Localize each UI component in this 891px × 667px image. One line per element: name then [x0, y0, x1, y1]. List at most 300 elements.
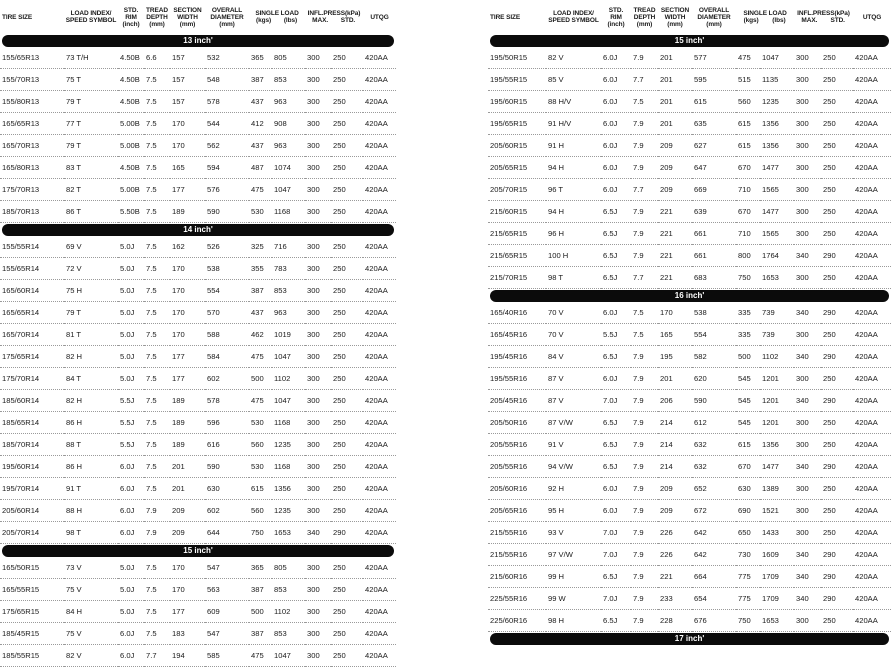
cell-std-rim: 6.5J	[601, 346, 631, 368]
cell-load-index: 82 V	[546, 47, 601, 69]
table-header	[0, 0, 396, 34]
cell-std-rim: 6.0J	[601, 302, 631, 324]
table-row	[0, 623, 396, 645]
cell-load-index: 95 H	[546, 500, 601, 522]
table-row	[488, 522, 891, 544]
cell-press-max: 300	[794, 47, 821, 69]
cell-load-lbs: 1653	[760, 610, 794, 632]
cell-press-max: 300	[305, 91, 331, 113]
table-row	[488, 610, 891, 632]
header-section-width: SECTION WIDTH (mm)	[173, 6, 202, 28]
cell-load-lbs: 1047	[272, 346, 305, 368]
cell-tire-size: 165/50R15	[0, 557, 64, 579]
cell-utqg: 420AA	[363, 368, 396, 390]
cell-utqg: 420AA	[363, 601, 396, 623]
cell-press-std: 250	[331, 346, 363, 368]
cell-load-index: 82 H	[64, 390, 118, 412]
cell-overall-diameter: 585	[205, 645, 249, 667]
table-row	[0, 201, 396, 223]
cell-press-std: 250	[821, 47, 853, 69]
cell-load-kgs: 545	[736, 390, 760, 412]
cell-load-kgs: 387	[249, 623, 272, 645]
cell-overall-diameter: 577	[692, 47, 736, 69]
table-row	[0, 135, 396, 157]
cell-section-width: 170	[170, 302, 205, 324]
cell-press-max: 300	[305, 456, 331, 478]
cell-load-kgs: 487	[249, 157, 272, 179]
cell-load-lbs: 1477	[760, 456, 794, 478]
cell-tire-size: 225/60R16	[488, 610, 546, 632]
cell-load-index: 84 V	[546, 346, 601, 368]
cell-press-std: 250	[331, 368, 363, 390]
cell-load-lbs: 853	[272, 579, 305, 601]
cell-utqg: 420AA	[853, 368, 891, 390]
cell-std-rim: 6.5J	[601, 223, 631, 245]
table-row	[0, 412, 396, 434]
cell-overall-diameter: 672	[692, 500, 736, 522]
tire-spec-table-left	[0, 0, 396, 667]
cell-overall-diameter: 554	[692, 324, 736, 346]
cell-std-rim: 4.50B	[118, 69, 144, 91]
cell-load-index: 82 H	[64, 346, 118, 368]
cell-load-lbs: 1135	[760, 69, 794, 91]
cell-load-kgs: 475	[249, 179, 272, 201]
cell-std-rim: 5.0J	[118, 302, 144, 324]
cell-press-std: 250	[331, 412, 363, 434]
cell-press-max: 300	[794, 201, 821, 223]
table-row	[488, 135, 891, 157]
cell-std-rim: 6.0J	[118, 456, 144, 478]
cell-overall-diameter: 615	[692, 91, 736, 113]
cell-tire-size: 155/55R14	[0, 236, 64, 258]
cell-press-std: 250	[821, 69, 853, 91]
cell-tire-size: 155/65R14	[0, 258, 64, 280]
cell-press-max: 300	[305, 645, 331, 667]
cell-section-width: 233	[658, 588, 692, 610]
table-row	[488, 91, 891, 113]
cell-utqg: 420AA	[853, 135, 891, 157]
cell-overall-diameter: 661	[692, 223, 736, 245]
cell-tire-size: 155/65R13	[0, 47, 64, 69]
cell-std-rim: 7.0J	[601, 390, 631, 412]
cell-press-std: 250	[331, 390, 363, 412]
cell-std-rim: 6.0J	[601, 113, 631, 135]
header-utqg: UTQG	[370, 13, 389, 21]
cell-load-kgs: 650	[736, 522, 760, 544]
cell-press-max: 300	[305, 557, 331, 579]
cell-section-width: 170	[170, 135, 205, 157]
cell-load-index: 98 T	[546, 267, 601, 289]
cell-tire-size: 185/60R14	[0, 390, 64, 412]
cell-load-kgs: 615	[249, 478, 272, 500]
cell-load-kgs: 670	[736, 456, 760, 478]
cell-utqg: 420AA	[853, 346, 891, 368]
cell-tire-size: 175/70R14	[0, 368, 64, 390]
cell-overall-diameter: 683	[692, 267, 736, 289]
cell-load-lbs: 963	[272, 302, 305, 324]
cell-load-lbs: 1074	[272, 157, 305, 179]
cell-tread-depth: 7.9	[631, 412, 658, 434]
cell-load-index: 92 H	[546, 478, 601, 500]
cell-section-width: 209	[658, 478, 692, 500]
cell-utqg: 420AA	[363, 478, 396, 500]
cell-overall-diameter: 590	[205, 201, 249, 223]
header-tread-depth: TREAD DEPTH (mm)	[633, 6, 656, 28]
cell-load-index: 88 H	[64, 500, 118, 522]
cell-tire-size: 165/60R14	[0, 280, 64, 302]
cell-std-rim: 5.5J	[601, 324, 631, 346]
cell-utqg: 420AA	[853, 412, 891, 434]
cell-press-max: 300	[305, 601, 331, 623]
cell-std-rim: 6.5J	[601, 245, 631, 267]
cell-load-kgs: 355	[249, 258, 272, 280]
cell-tread-depth: 7.5	[144, 135, 170, 157]
cell-section-width: 194	[170, 645, 205, 667]
cell-load-lbs: 963	[272, 135, 305, 157]
cell-press-max: 300	[794, 135, 821, 157]
cell-load-lbs: 1102	[272, 368, 305, 390]
cell-utqg: 420AA	[853, 201, 891, 223]
cell-tread-depth: 7.9	[631, 201, 658, 223]
cell-overall-diameter: 590	[205, 456, 249, 478]
cell-utqg: 420AA	[363, 113, 396, 135]
cell-load-index: 88 H/V	[546, 91, 601, 113]
cell-section-width: 170	[658, 302, 692, 324]
table-row	[488, 302, 891, 324]
cell-tread-depth: 7.7	[144, 645, 170, 667]
cell-tread-depth: 7.5	[144, 302, 170, 324]
cell-load-kgs: 335	[736, 302, 760, 324]
cell-section-width: 221	[658, 267, 692, 289]
cell-load-lbs: 1102	[272, 601, 305, 623]
cell-load-lbs: 805	[272, 47, 305, 69]
cell-tire-size: 205/45R16	[488, 390, 546, 412]
cell-press-max: 300	[794, 113, 821, 135]
cell-utqg: 420AA	[363, 135, 396, 157]
cell-press-max: 300	[305, 579, 331, 601]
cell-load-lbs: 1201	[760, 412, 794, 434]
cell-press-std: 250	[331, 601, 363, 623]
cell-overall-diameter: 647	[692, 157, 736, 179]
cell-overall-diameter: 588	[205, 324, 249, 346]
header-load-index: LOAD INDEX/ SPEED SYMBOL	[65, 10, 117, 24]
header-single-load: SINGLE LOAD (kgs) (lbs)	[255, 10, 299, 24]
cell-section-width: 201	[658, 113, 692, 135]
cell-tread-depth: 7.5	[144, 201, 170, 223]
cell-std-rim: 6.0J	[118, 623, 144, 645]
cell-section-width: 177	[170, 179, 205, 201]
cell-press-std: 250	[331, 179, 363, 201]
cell-utqg: 420AA	[363, 645, 396, 667]
cell-press-max: 300	[305, 201, 331, 223]
cell-tire-size: 165/70R13	[0, 135, 64, 157]
cell-load-kgs: 615	[736, 113, 760, 135]
cell-press-max: 300	[305, 623, 331, 645]
cell-std-rim: 6.5J	[601, 456, 631, 478]
table-row	[0, 557, 396, 579]
cell-load-lbs: 853	[272, 623, 305, 645]
header-overall-diameter: OVERALL DIAMETER (mm)	[210, 6, 244, 28]
cell-std-rim: 6.0J	[118, 522, 144, 544]
cell-utqg: 420AA	[853, 456, 891, 478]
cell-tread-depth: 7.5	[144, 346, 170, 368]
cell-tread-depth: 7.5	[631, 91, 658, 113]
table-row	[0, 113, 396, 135]
cell-press-std: 290	[821, 544, 853, 566]
table-row	[0, 47, 396, 69]
cell-utqg: 420AA	[363, 557, 396, 579]
cell-load-kgs: 530	[249, 201, 272, 223]
cell-press-max: 300	[794, 500, 821, 522]
cell-tire-size: 185/55R15	[0, 645, 64, 667]
cell-press-std: 290	[821, 588, 853, 610]
cell-utqg: 420AA	[363, 434, 396, 456]
cell-tread-depth: 7.7	[631, 69, 658, 91]
cell-overall-diameter: 664	[692, 566, 736, 588]
cell-press-std: 250	[821, 610, 853, 632]
section-header-row	[488, 289, 891, 303]
cell-overall-diameter: 584	[205, 346, 249, 368]
cell-tire-size: 205/65R16	[488, 500, 546, 522]
cell-section-width: 170	[170, 113, 205, 135]
cell-section-width: 228	[658, 610, 692, 632]
table-row	[0, 434, 396, 456]
cell-load-index: 86 H	[64, 456, 118, 478]
cell-load-kgs: 365	[249, 47, 272, 69]
table-row	[488, 346, 891, 368]
header-std-rim: STD. RIM (inch)	[607, 6, 625, 28]
cell-tread-depth: 7.9	[631, 135, 658, 157]
cell-press-std: 250	[821, 324, 853, 346]
header-single-load: SINGLE LOAD (kgs) (lbs)	[743, 10, 787, 24]
section-title: 15 inch'	[2, 545, 394, 557]
cell-load-kgs: 670	[736, 201, 760, 223]
cell-press-std: 250	[821, 113, 853, 135]
cell-overall-diameter: 596	[205, 412, 249, 434]
cell-load-index: 73 T/H	[64, 47, 118, 69]
cell-std-rim: 6.5J	[601, 566, 631, 588]
cell-tire-size: 225/55R16	[488, 588, 546, 610]
table-row	[488, 500, 891, 522]
cell-overall-diameter: 563	[205, 579, 249, 601]
cell-std-rim: 6.0J	[601, 179, 631, 201]
cell-tire-size: 215/60R15	[488, 201, 546, 223]
cell-overall-diameter: 676	[692, 610, 736, 632]
cell-load-index: 81 T	[64, 324, 118, 346]
cell-tread-depth: 7.9	[631, 390, 658, 412]
section-header-row	[0, 34, 396, 47]
cell-section-width: 201	[658, 368, 692, 390]
cell-load-lbs: 1168	[272, 201, 305, 223]
cell-tread-depth: 7.5	[144, 623, 170, 645]
cell-press-std: 290	[821, 390, 853, 412]
cell-tread-depth: 7.9	[631, 223, 658, 245]
cell-overall-diameter: 562	[205, 135, 249, 157]
cell-load-index: 94 H	[546, 201, 601, 223]
cell-tread-depth: 7.9	[631, 522, 658, 544]
cell-std-rim: 5.0J	[118, 557, 144, 579]
cell-press-max: 300	[305, 179, 331, 201]
cell-std-rim: 5.0J	[118, 368, 144, 390]
cell-section-width: 162	[170, 236, 205, 258]
header-tire-size: TIRE SIZE	[490, 13, 521, 21]
cell-press-max: 340	[794, 566, 821, 588]
cell-press-std: 290	[821, 346, 853, 368]
cell-load-index: 86 T	[64, 201, 118, 223]
cell-tire-size: 215/65R15	[488, 245, 546, 267]
cell-overall-diameter: 578	[205, 390, 249, 412]
cell-load-kgs: 690	[736, 500, 760, 522]
cell-press-std: 250	[331, 456, 363, 478]
cell-tread-depth: 7.9	[144, 522, 170, 544]
cell-tread-depth: 7.5	[144, 258, 170, 280]
cell-tread-depth: 6.6	[144, 47, 170, 69]
cell-tread-depth: 7.9	[631, 478, 658, 500]
cell-section-width: 183	[170, 623, 205, 645]
cell-load-index: 88 T	[64, 434, 118, 456]
cell-overall-diameter: 632	[692, 434, 736, 456]
cell-tire-size: 165/55R15	[0, 579, 64, 601]
cell-load-index: 85 V	[546, 69, 601, 91]
cell-load-kgs: 437	[249, 91, 272, 113]
cell-utqg: 420AA	[853, 544, 891, 566]
table-row	[488, 566, 891, 588]
cell-press-max: 300	[794, 157, 821, 179]
cell-tire-size: 165/70R14	[0, 324, 64, 346]
cell-load-kgs: 437	[249, 302, 272, 324]
cell-load-kgs: 365	[249, 557, 272, 579]
cell-press-max: 340	[794, 390, 821, 412]
table-row	[0, 346, 396, 368]
cell-press-max: 340	[794, 456, 821, 478]
cell-utqg: 420AA	[363, 69, 396, 91]
cell-section-width: 157	[170, 47, 205, 69]
cell-press-std: 250	[331, 91, 363, 113]
cell-tread-depth: 7.5	[144, 478, 170, 500]
cell-tire-size: 185/45R15	[0, 623, 64, 645]
cell-section-width: 209	[658, 179, 692, 201]
cell-load-lbs: 1102	[760, 346, 794, 368]
cell-std-rim: 5.00B	[118, 179, 144, 201]
cell-press-std: 250	[331, 135, 363, 157]
cell-press-std: 250	[331, 623, 363, 645]
cell-press-max: 300	[794, 267, 821, 289]
cell-section-width: 165	[658, 324, 692, 346]
cell-utqg: 420AA	[853, 157, 891, 179]
section-header-cell	[488, 632, 891, 646]
table-row	[0, 179, 396, 201]
section-header-cell	[488, 289, 891, 303]
cell-utqg: 420AA	[363, 522, 396, 544]
cell-load-kgs: 500	[736, 346, 760, 368]
cell-tread-depth: 7.5	[144, 91, 170, 113]
cell-overall-diameter: 590	[692, 390, 736, 412]
cell-load-lbs: 1047	[272, 390, 305, 412]
header-section-width: SECTION WIDTH (mm)	[660, 6, 690, 28]
cell-tire-size: 205/50R16	[488, 412, 546, 434]
cell-tread-depth: 7.9	[631, 434, 658, 456]
cell-load-kgs: 387	[249, 579, 272, 601]
cell-tire-size: 215/70R15	[488, 267, 546, 289]
cell-std-rim: 6.5J	[601, 434, 631, 456]
cell-load-kgs: 750	[736, 267, 760, 289]
cell-utqg: 420AA	[853, 500, 891, 522]
cell-utqg: 420AA	[853, 434, 891, 456]
cell-load-lbs: 853	[272, 280, 305, 302]
cell-press-max: 300	[305, 157, 331, 179]
cell-tire-size: 205/60R15	[488, 135, 546, 157]
cell-load-index: 87 V/W	[546, 412, 601, 434]
header-tire-size: TIRE SIZE	[2, 13, 33, 21]
cell-section-width: 177	[170, 601, 205, 623]
cell-press-std: 250	[331, 579, 363, 601]
table-row	[488, 267, 891, 289]
cell-utqg: 420AA	[853, 478, 891, 500]
cell-overall-diameter: 532	[205, 47, 249, 69]
cell-load-kgs: 615	[736, 434, 760, 456]
cell-section-width: 209	[658, 157, 692, 179]
cell-section-width: 177	[170, 346, 205, 368]
cell-press-std: 250	[821, 179, 853, 201]
cell-tread-depth: 7.5	[144, 456, 170, 478]
cell-load-lbs: 1201	[760, 368, 794, 390]
cell-tread-depth: 7.9	[631, 610, 658, 632]
cell-overall-diameter: 554	[205, 280, 249, 302]
cell-load-kgs: 325	[249, 236, 272, 258]
cell-load-index: 79 T	[64, 91, 118, 113]
cell-press-std: 250	[821, 201, 853, 223]
cell-section-width: 157	[170, 69, 205, 91]
cell-section-width: 201	[658, 47, 692, 69]
cell-load-index: 87 V	[546, 368, 601, 390]
cell-load-index: 75 T	[64, 69, 118, 91]
cell-tread-depth: 7.5	[144, 579, 170, 601]
header-overall-diameter: OVERALL DIAMETER (mm)	[697, 6, 731, 28]
cell-std-rim: 6.5J	[601, 201, 631, 223]
cell-load-lbs: 853	[272, 69, 305, 91]
cell-section-width: 206	[658, 390, 692, 412]
cell-overall-diameter: 594	[205, 157, 249, 179]
cell-press-std: 250	[331, 258, 363, 280]
cell-section-width: 201	[170, 456, 205, 478]
cell-std-rim: 6.0J	[601, 135, 631, 157]
cell-tire-size: 185/70R13	[0, 201, 64, 223]
cell-tire-size: 155/70R13	[0, 69, 64, 91]
cell-load-index: 70 V	[546, 302, 601, 324]
table-row	[0, 522, 396, 544]
header-infl-press: INFL.PRESS(kPa) MAX. STD.	[797, 10, 850, 24]
cell-press-max: 300	[794, 91, 821, 113]
cell-tire-size: 215/55R16	[488, 544, 546, 566]
table-row	[0, 236, 396, 258]
cell-press-std: 250	[331, 478, 363, 500]
table-row	[488, 478, 891, 500]
cell-overall-diameter: 526	[205, 236, 249, 258]
cell-load-kgs: 530	[249, 412, 272, 434]
cell-section-width: 209	[658, 135, 692, 157]
cell-press-max: 300	[794, 522, 821, 544]
cell-overall-diameter: 595	[692, 69, 736, 91]
table-row	[0, 302, 396, 324]
cell-std-rim: 6.0J	[601, 69, 631, 91]
cell-tread-depth: 7.5	[631, 324, 658, 346]
cell-load-index: 82 V	[64, 645, 118, 667]
cell-section-width: 214	[658, 456, 692, 478]
cell-section-width: 189	[170, 390, 205, 412]
cell-section-width: 226	[658, 522, 692, 544]
cell-overall-diameter: 538	[205, 258, 249, 280]
cell-load-kgs: 775	[736, 588, 760, 610]
